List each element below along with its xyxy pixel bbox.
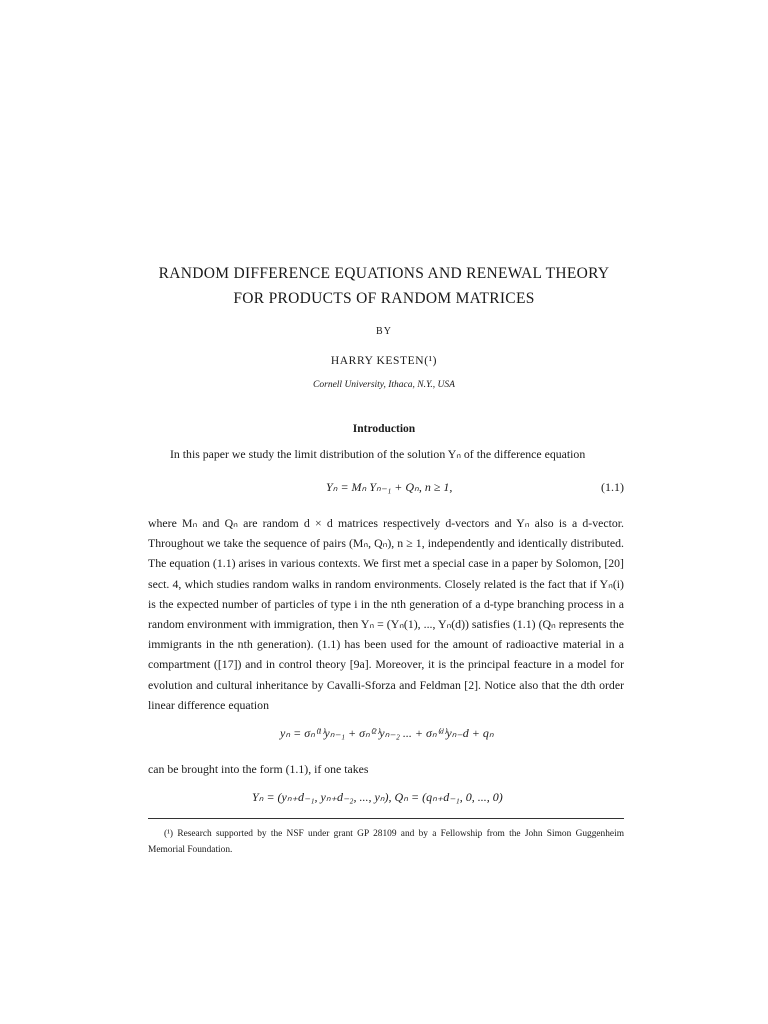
byline-by: BY <box>376 326 392 337</box>
section-heading: Introduction <box>352 423 416 435</box>
equation-vector-form-body: Yₙ = (yₙ₊d₋₁, yₙ₊d₋₂, ..., yₙ), Qₙ = (qₙ₊d₋₁, 0, ..., 0) <box>252 790 503 804</box>
footnote: (¹) Research supported by the NSF under grant GP 28109 and by a Fellowship from the John Simon Guggenheim Memorial Foundation. <box>148 829 624 855</box>
author-affiliation: Cornell University, Ithaca, N.Y., USA <box>313 380 455 390</box>
paper-title-line-2: FOR PRODUCTS OF RANDOM MATRICES <box>233 290 535 307</box>
footnote-divider <box>148 818 624 819</box>
paragraph-intro: In this paper we study the limit distribution of the solution Yₙ of the difference equation <box>170 447 586 461</box>
equation-1-1-body: Yₙ = Mₙ Yₙ₋₁ + Qₙ, n ≥ 1, <box>326 480 453 494</box>
equation-1-1-number: (1.1) <box>601 480 624 494</box>
author-name: HARRY KESTEN(¹) <box>330 355 438 367</box>
paper-title-line-1: RANDOM DIFFERENCE EQUATIONS AND RENEWAL THEORY <box>158 265 610 282</box>
paragraph-context: where Mₙ and Qₙ are random d × d matrices respectively d-vectors and Yₙ also is a d-vector. Throughout we take the sequence of pairs (Mₙ, Qₙ), n ≥ 1, independently and identically distributed. The equation (1.1) arises in various contexts. We first met a special case in a paper by Solomon, [20] sect. 4, which studies random walks in random environments. Closely related is the fact that if Yₙ(i) is the expected number of particles of type i in the nth generation of a d-type branching process in a random environment with immigration, then Yₙ = (Yₙ(1), ..., Yₙ(d)) satisfies (1.1) (Qₙ represents the immigrants in the nth generation). (1.1) has been used for the amount of radioactive material in a compartment ([17]) and in control theory [9a]. Moreover, it is the principal feacture in a model for evolution and cultural inheritance by Cavalli-Sforza and Feldman [2]. Notice also that the dth order linear difference equation <box>148 516 624 712</box>
equation-linear-difference-body: yₙ = σₙ⁽¹⁾yₙ₋₁ + σₙ⁽²⁾yₙ₋₂ ... + σₙ⁽ᵈ⁾yₙ₋d + qₙ <box>280 726 494 740</box>
paragraph-form: can be brought into the form (1.1), if one takes <box>148 762 369 776</box>
